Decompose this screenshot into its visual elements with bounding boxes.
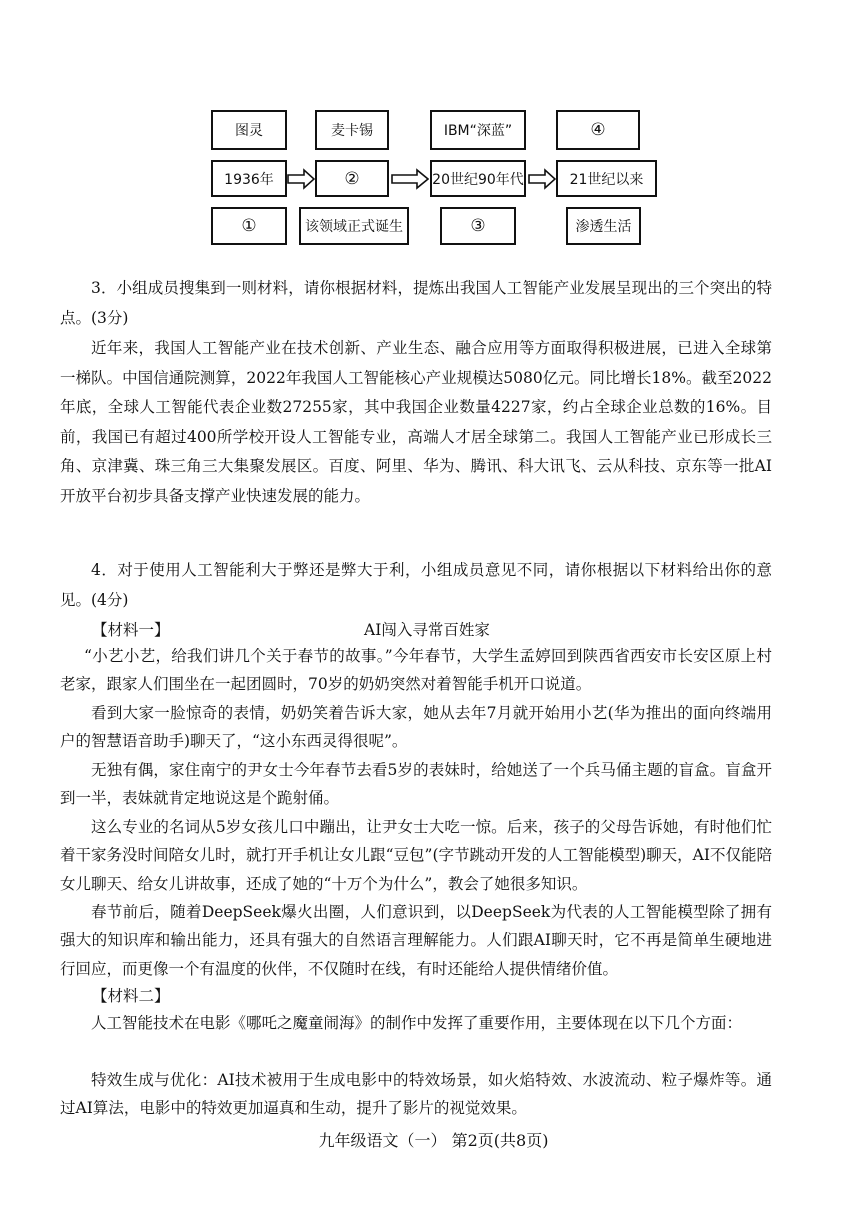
diagram-box-1936: 1936年 xyxy=(211,160,287,197)
question-3-material: 近年来，我国人工智能产业在技术创新、产业生态、融合应用等方面取得积极进展，已进入全球第一梯队。中国信通院测算，2022年我国人工智能核心产业规模达5080亿元。同比增长18%。截至2022年底，全球人工智能代表企业数27255家，其中我国企业数量4227家，约占全球企业总数的16%。目前，我国已有超过400所学校开设人工智能专业，高端人才居全球第二。我国人工智能产业已形成长三角、京津冀、珠三角三大集聚发展区。百度、阿里、华为、腾讯、科大讯飞、云从科技、京东等一批AI开放平台初步具备支撑产业快速发展的能力。 xyxy=(60,339,772,505)
diagram-box-blank-1: ① xyxy=(211,207,287,245)
material-1-paragraph: 这么专业的名词从5岁女孩儿口中蹦出，让尹女士大吃一惊。后来，孩子的父母告诉她，有时他们忙着干家务没时间陪女儿时，就打开手机让女儿跟“豆包”(字节跳动开发的人工智能模型)聊天，AI不仅能陪女儿聊天、给女儿讲故事，还成了她的“十万个为什么”，教会了她很多知识。 xyxy=(60,818,772,893)
material-1-paragraph: 看到大家一脸惊奇的表情，奶奶笑着告诉大家，她从去年7月就开始用小艺(华为推出的面向终端用户的智慧语音助手)聊天了，“这小东西灵得很呢”。 xyxy=(60,704,772,751)
material-1-paragraph: 春节前后，随着DeepSeek爆火出圈，人们意识到，以DeepSeek为代表的人工智能模型除了拥有强大的知识库和输出能力，还具有强大的自然语言理解能力。人们跟AI聊天时，它不再是简单生硬地进行回应，而更像一个有温度的伙伴，不仅随时在线，有时还能给人提供情绪价值。 xyxy=(60,903,772,978)
diagram-box-1990s: 20世纪90年代 xyxy=(430,160,526,197)
material-1-label: 【材料一】 xyxy=(92,621,170,639)
question-3-prompt: 3．小组成员搜集到一则材料，请你根据材料，提炼出我国人工智能产业发展呈现出的三个突出的特点。(3分) xyxy=(60,279,772,327)
diagram-box-blank-4: ④ xyxy=(556,110,640,150)
diagram-box-blank-2: ② xyxy=(315,160,389,197)
arrow-icon xyxy=(391,168,429,190)
diagram-box-deep-blue: IBM“深蓝” xyxy=(430,110,526,150)
diagram-box-mccarthy: 麦卡锡 xyxy=(315,110,389,150)
material-2-label: 【材料二】 xyxy=(92,987,170,1005)
material-1-title: AI闯入寻常百姓家 xyxy=(364,621,490,639)
diagram-box-blank-3: ③ xyxy=(440,207,516,245)
question-4-prompt: 4．对于使用人工智能利大于弊还是弊大于利，小组成员意见不同，请你根据以下材料给出你的意见。(4分) xyxy=(60,561,772,609)
material-1-paragraph: 无独有偶，家住南宁的尹女士今年春节去看5岁的表妹时，给她送了一个兵马俑主题的盲盒。盲盒开到一半，表妹就肯定地说这是个跪射俑。 xyxy=(60,761,772,808)
diagram-box-permeate-life: 渗透生活 xyxy=(566,207,641,245)
arrow-icon xyxy=(528,168,556,190)
page-footer: 九年级语文（一） 第2页(共8页) xyxy=(318,1131,549,1150)
material-2-paragraph: 特效生成与优化：AI技术被用于生成电影中的特效场景，如火焰特效、水波流动、粒子爆炸等。通过AI算法，电影中的特效更加逼真和生动，提升了影片的视觉效果。 xyxy=(60,1071,772,1118)
material-2-paragraph: 人工智能技术在电影《哪吒之魔童闹海》的制作中发挥了重要作用，主要体现在以下几个方面： xyxy=(91,1014,743,1032)
material-1-paragraph: “小艺小艺，给我们讲几个关于春节的故事。”今年春节，大学生孟婷回到陕西省西安市长安区原上村老家，跟家人们围坐在一起团圆时，70岁的奶奶突然对着智能手机开口说道。 xyxy=(60,647,772,694)
diagram-box-21st-century: 21世纪以来 xyxy=(556,160,657,197)
diagram-box-field-born: 该领域正式诞生 xyxy=(299,207,409,245)
diagram-box-turing: 图灵 xyxy=(211,110,287,150)
arrow-icon xyxy=(287,168,315,190)
